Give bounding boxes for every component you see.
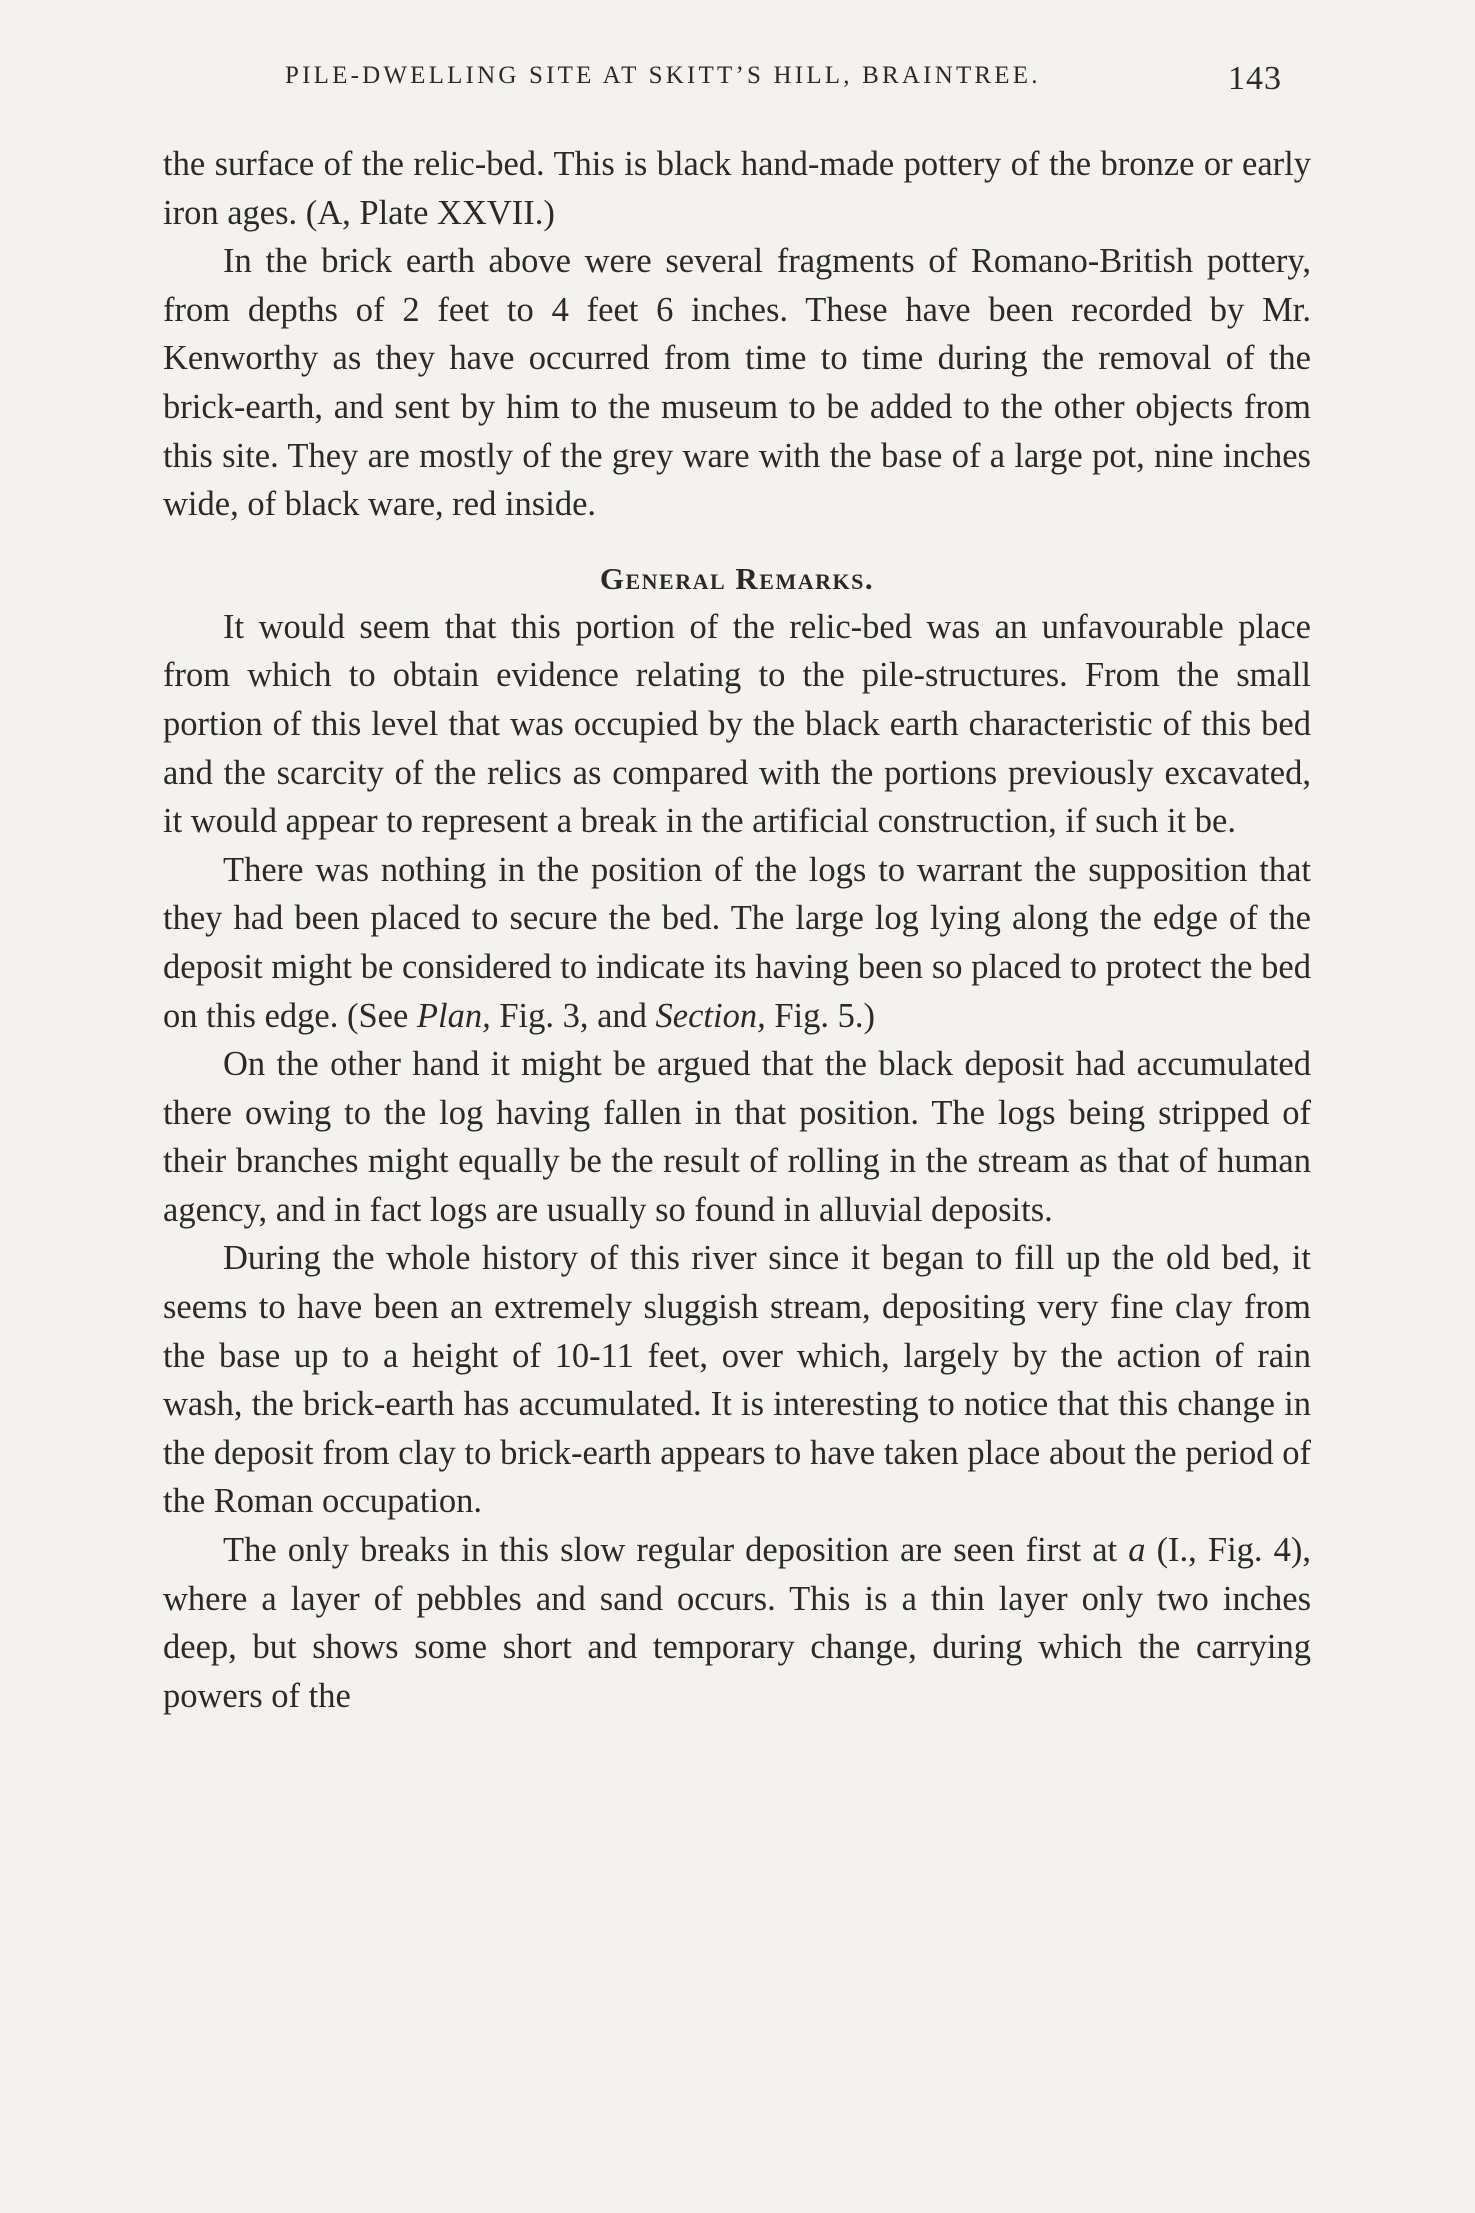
paragraph-logs-text-1: There was nothing in the position of the logs to warrant the supposition that they had been placed to secure the bed. The large log lying along the edge of the deposit might be considered to indicate its having been so placed to protect the bed on this edge. (See [163,850,1311,1035]
paragraph-breaks-text-2: (I., Fig. 4), where a layer of pebbles and sand occurs. This is a thin layer only two inches deep, but shows some short and temporary change, during which the carrying powers of the [163,1531,1311,1715]
paragraph-continued: the surface of the relic-bed. This is black hand-made pottery of the bronze or early iron ages. (A, Plate XXVII.) [163,145,1311,232]
body-text [163,140,1311,1720]
figure-letter-a: a [1128,1531,1146,1570]
paragraph-black-deposit: On the other hand it might be argued that the black deposit had accumulated there owing to the log having fallen in that position. The logs being stripped of their branches might equally be the result of rolling in the stream as that of human agency, and in fact logs are usually so found in alluvial deposits. [163,1045,1311,1229]
paragraph-river-history: During the whole history of this river since it began to fill up the old bed, it seems to have been an extremely sluggish stream, depositing very fine clay from the base up to a height of 10-11 feet, over which, largely by the action of rain wash, the brick-earth has accumulated. It is interesting to notice that this change in the deposit from clay to brick-earth appears to have taken place about the period of the Roman occupation. [163,1239,1311,1521]
paragraph-breaks-text-1: The only breaks in this slow regular deposition are seen first at [223,1531,1129,1570]
section-heading-general-remarks: General Remarks. [599,560,875,596]
page-number: 143 [1228,60,1282,97]
plan-reference: Plan, [416,996,491,1035]
paragraph-deposition-breaks [163,1526,1311,1720]
paragraph-relic-bed-evidence: It would seem that this portion of the relic-bed was an unfavourable place from which to obtain evidence relating to the pile-structures. From the small portion of this level that was occupied by the black earth characteristic of this bed and the scarcity of the relics as compared with the portions previously excavated, it would appear to represent a break in the artificial construction, if such it be. [163,607,1311,841]
running-head: PILE-DWELLING SITE AT SKITT’S HILL, BRAINTREE. [285,62,1041,89]
paragraph-logs-position [163,846,1311,1040]
paragraph-logs-text-3: Fig. 5.) [765,996,875,1035]
paragraph-logs-text-2: Fig. 3, and [490,996,656,1035]
paragraph-romano-british-pottery: In the brick earth above were several fragments of Romano-British pottery, from depths of 2 feet to 4 feet 6 inches. These have been recorded by Mr. Kenworthy as they have occurred from time to time during the removal of the brick-earth, and sent by him to the museum to be added to the other objects from this site. They are mostly of the grey ware with the base of a large pot, nine inches wide, of black ware, red inside. [163,242,1311,524]
section-reference: Section, [655,996,766,1035]
